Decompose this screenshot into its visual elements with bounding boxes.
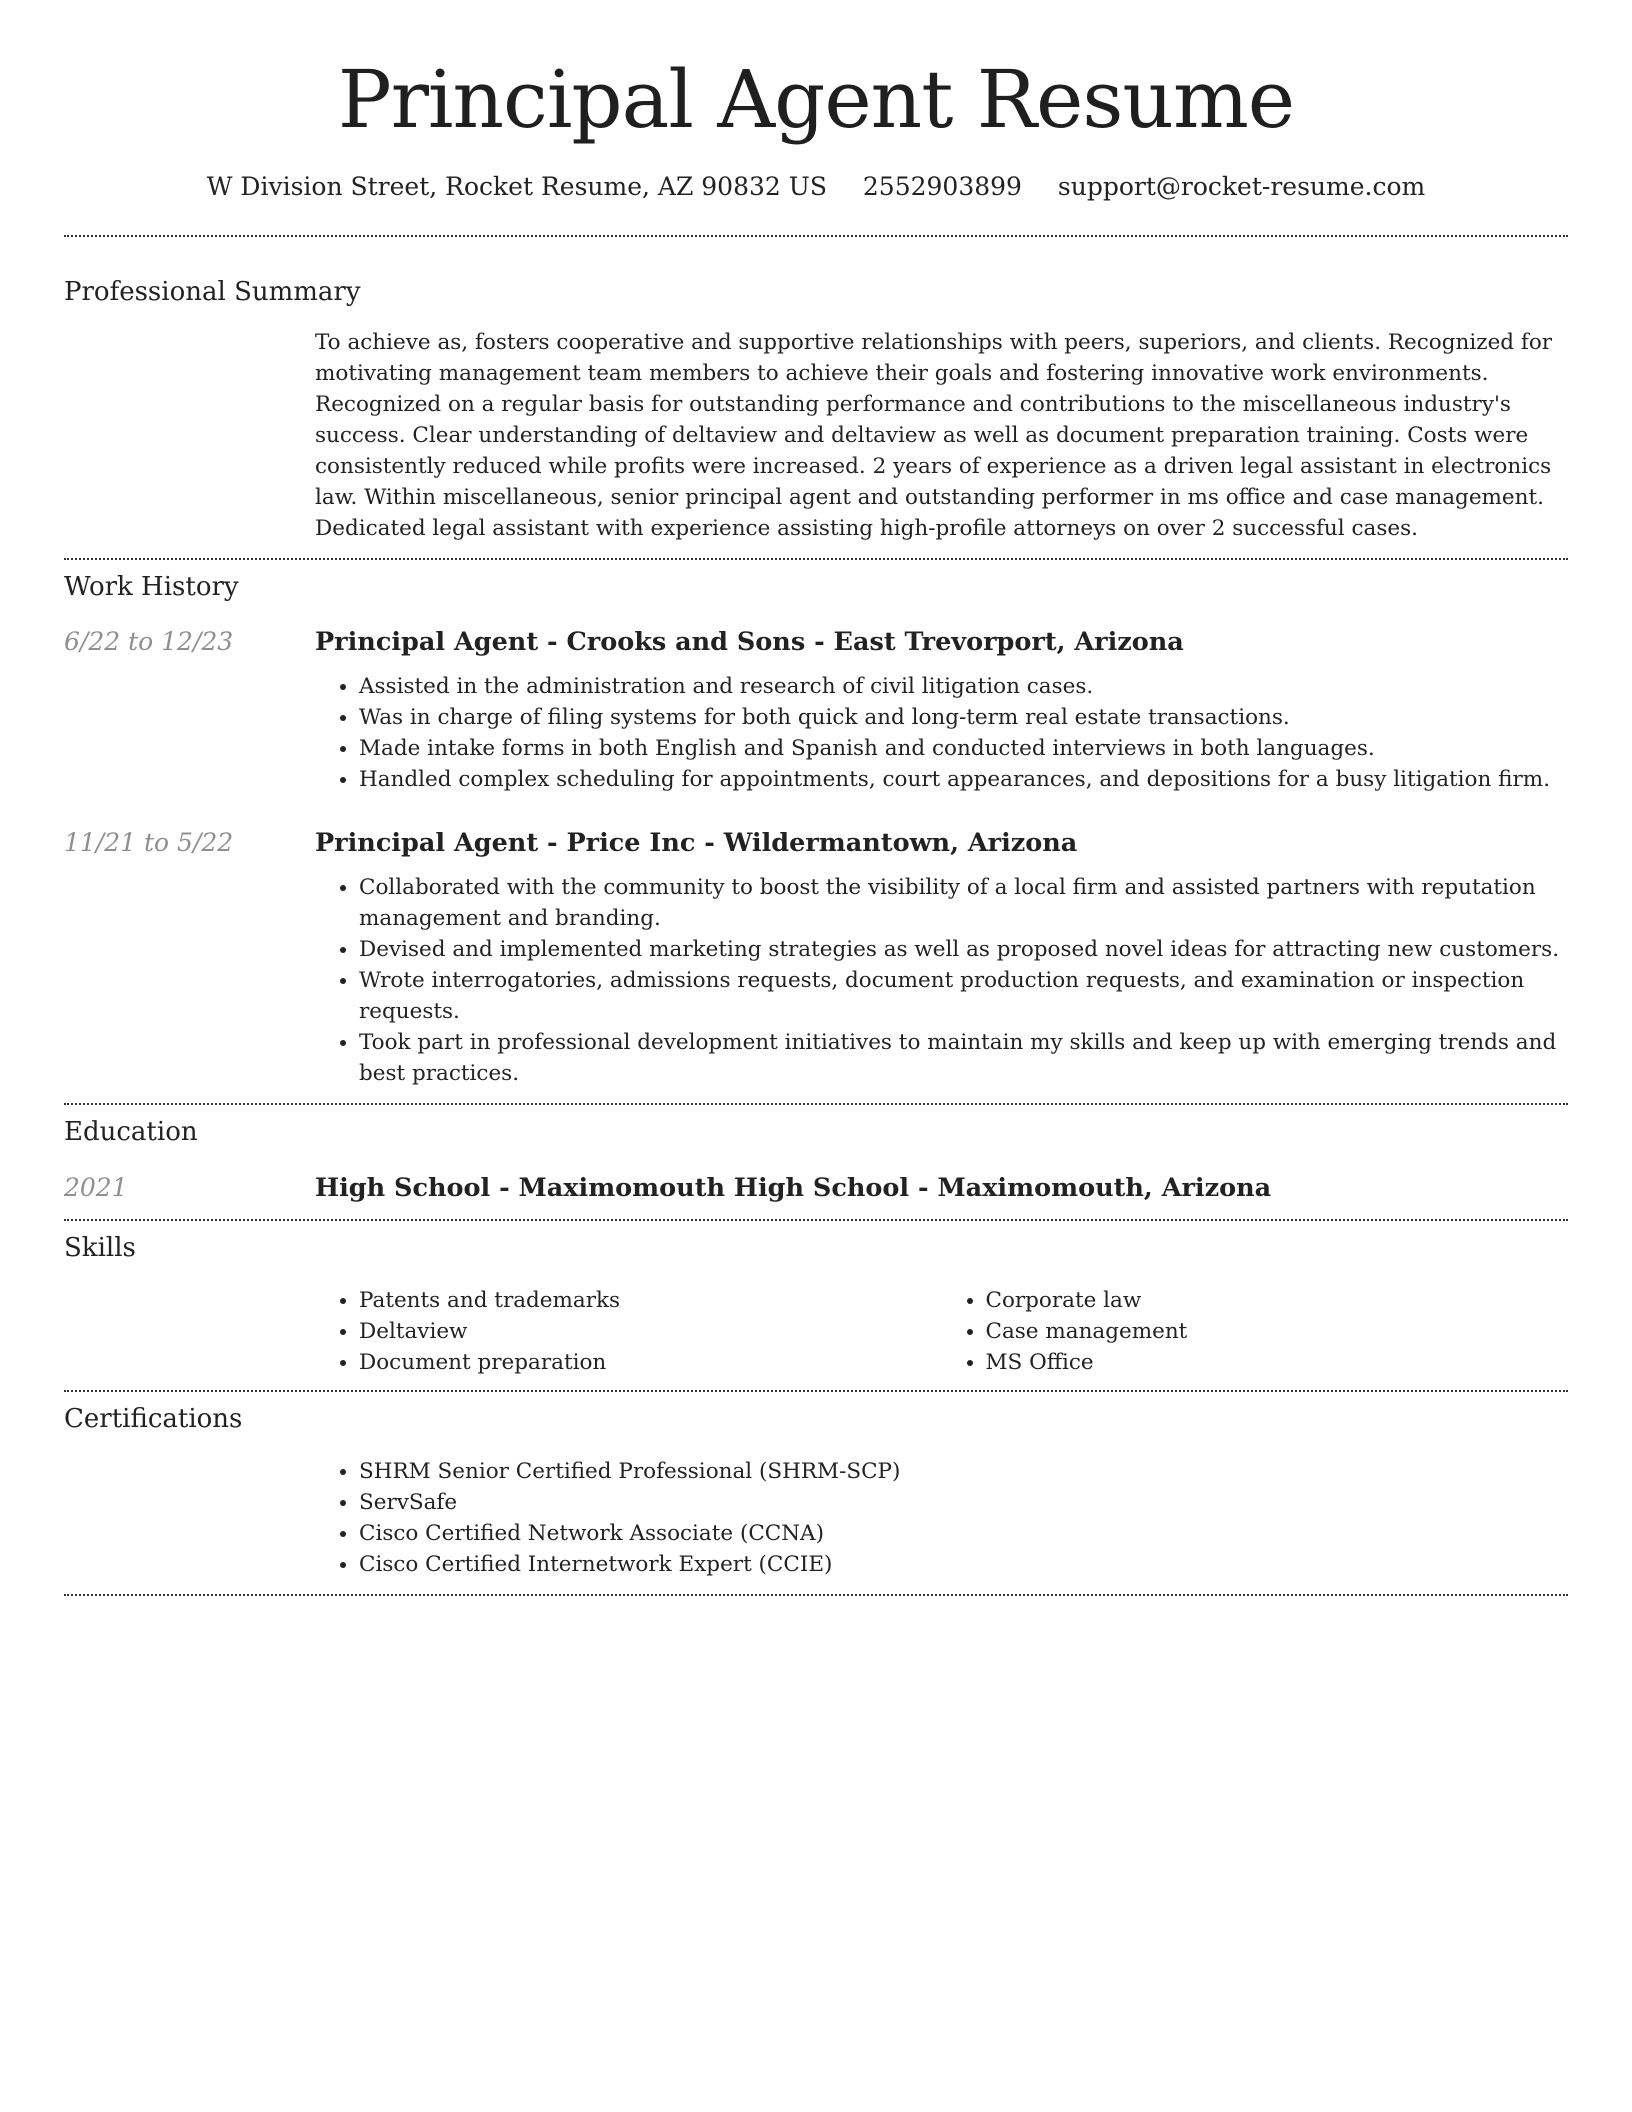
job-dates: 6/22 to 12/23: [64, 627, 234, 656]
contact-phone: 2552903899: [862, 172, 1022, 201]
contact-address: W Division Street, Rocket Resume, AZ 90832 US: [206, 172, 827, 201]
certifications-heading: Certifications: [64, 1404, 243, 1434]
job-title: Principal Agent - Crooks and Sons - East Trevorport, Arizona: [315, 627, 1184, 657]
work-history-section: [64, 560, 1568, 1103]
list-item: • Patents and trademarks: [359, 1285, 942, 1316]
list-item: • Made intake forms in both English and Spanish and conducted interviews in both languages.: [359, 733, 1568, 764]
list-item: • Document preparation: [359, 1347, 942, 1378]
education-title: High School - Maximomouth High School - Maximomouth, Arizona: [315, 1173, 1272, 1203]
job-entry: [64, 828, 1568, 1089]
list-item: • Wrote interrogatories, admissions requests, document production requests, and examination or inspection requests.: [359, 965, 1568, 1027]
list-item: • Case management: [986, 1316, 1569, 1347]
job-dates: 11/21 to 5/22: [64, 828, 234, 857]
certifications-list: [315, 1456, 1568, 1580]
list-item: • Cisco Certified Network Associate (CCNA): [359, 1518, 1568, 1549]
list-item: • Collaborated with the community to boost the visibility of a local firm and assisted partners with reputation management and branding.: [359, 872, 1568, 934]
job-entry: [64, 627, 1568, 795]
education-date: 2021: [64, 1173, 128, 1202]
skills-section: [64, 1221, 1568, 1390]
job-bullets: [315, 671, 1568, 795]
list-item: • Was in charge of filing systems for both quick and long-term real estate transactions.: [359, 702, 1568, 733]
list-item: • Handled complex scheduling for appointments, court appearances, and depositions for a busy litigation firm.: [359, 764, 1568, 795]
divider: [64, 1594, 1568, 1596]
list-item: • ServSafe: [359, 1487, 1568, 1518]
job-title: Principal Agent - Price Inc - Wildermantown, Arizona: [315, 828, 1078, 858]
education-section: [64, 1105, 1568, 1219]
list-item: • Assisted in the administration and research of civil litigation cases.: [359, 671, 1568, 702]
job-bullets: [315, 872, 1568, 1089]
skills-list-right: [942, 1285, 1569, 1378]
list-item: • Corporate law: [986, 1285, 1569, 1316]
list-item: • Deltaview: [359, 1316, 942, 1347]
list-item: • Took part in professional development initiatives to maintain my skills and keep up with emerging trends and best practices.: [359, 1027, 1568, 1089]
education-entry: [64, 1173, 1568, 1203]
summary-text: To achieve as, fosters cooperative and supportive relationships with peers, superiors, and clients. Recognized for motivating management team members to achieve their goals and fostering innovative work environments. Recognized on a regular basis for outstanding performance and contributions to the miscellaneous industry's success. Clear understanding of deltaview and deltaview as well as document preparation training. Costs were consistently reduced while profits were increased. 2 years of experience as a driven legal assistant in electronics law. Within miscellaneous, senior principal agent and outstanding performer in ms office and case management. Dedicated legal assistant with experience assisting high-profile attorneys on over 2 successful cases.: [315, 330, 1553, 541]
summary-heading: Professional Summary: [64, 277, 361, 307]
summary-section: [64, 237, 1568, 558]
certifications-section: [64, 1392, 1568, 1594]
skills-heading: Skills: [64, 1233, 136, 1263]
list-item: • MS Office: [986, 1347, 1569, 1378]
contact-email: support@rocket-resume.com: [1057, 172, 1426, 201]
contact-line: [64, 172, 1568, 201]
skills-list-left: [315, 1285, 942, 1378]
resume-page: [64, 0, 1568, 1596]
list-item: • Devised and implemented marketing strategies as well as proposed novel ideas for attracting new customers.: [359, 934, 1568, 965]
page-title: Principal Agent Resume: [337, 53, 1295, 146]
list-item: • Cisco Certified Internetwork Expert (CCIE): [359, 1549, 1568, 1580]
list-item: • SHRM Senior Certified Professional (SHRM-SCP): [359, 1456, 1568, 1487]
work-history-heading: Work History: [64, 572, 239, 602]
education-heading: Education: [64, 1117, 198, 1147]
